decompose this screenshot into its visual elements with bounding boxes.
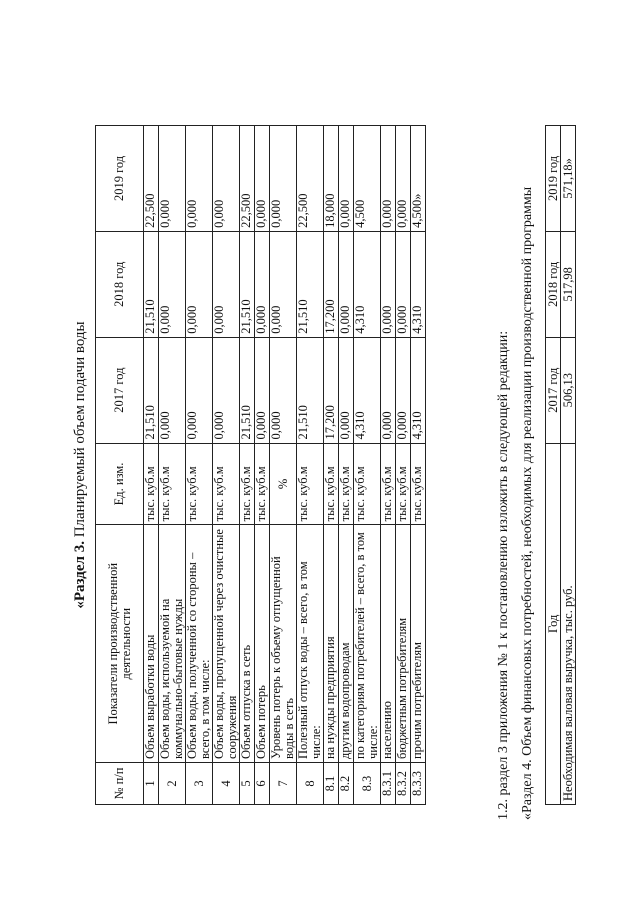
row-value-2019: 0,000 (213, 126, 240, 232)
row-value-2018: 0,000 (255, 231, 270, 337)
row-value-2018: 0,000 (186, 231, 213, 337)
row-value-2017: 0,000 (255, 337, 270, 443)
row-unit: тыс. куб.м (144, 443, 159, 525)
table-row (411, 126, 426, 805)
row-number: 8.3.1 (381, 763, 396, 805)
row-value-2019: 0,000 (186, 126, 213, 232)
row-number: 8.3.3 (411, 763, 426, 805)
table-row (255, 126, 270, 805)
row-unit: % (270, 443, 297, 525)
revenue-header-row (546, 126, 561, 805)
row-value-2019: 0,000 (396, 126, 411, 232)
section-3-title-rest: Планируемый объем подачи воды (72, 321, 88, 542)
header-2017: 2017 год (96, 337, 144, 443)
section-3-title-bold: «Раздел 3. (72, 541, 88, 609)
water-supply-table (95, 125, 426, 805)
header-2018: 2018 год (96, 231, 144, 337)
row-value-2019: 0,000 (159, 126, 186, 232)
row-unit: тыс. куб.м (186, 443, 213, 525)
row-value-2018: 21,510 (297, 231, 324, 337)
row-number: 7 (270, 763, 297, 805)
row-value-2018: 0,000 (213, 231, 240, 337)
row-indicator: Объем воды, полученной со стороны – всего, в том числе: (186, 525, 213, 763)
table-row (240, 126, 255, 805)
row-value-2017: 17,200 (324, 337, 339, 443)
table-row (324, 126, 339, 805)
row-unit: тыс. куб.м (324, 443, 339, 525)
row-value-2018: 0,000 (159, 231, 186, 337)
row-value-2018: 0,000 (270, 231, 297, 337)
row-indicator: Объем выработки воды (144, 525, 159, 763)
row-value-2017: 0,000 (213, 337, 240, 443)
row-number: 2 (159, 763, 186, 805)
revenue-row (561, 126, 576, 805)
row-number: 4 (213, 763, 240, 805)
row-value-2019: 22,500 (297, 126, 324, 232)
row-value-2018: 4,310 (354, 231, 381, 337)
row-number: 3 (186, 763, 213, 805)
row-number: 8.3 (354, 763, 381, 805)
table-row (339, 126, 354, 805)
table-row (159, 126, 186, 805)
row-value-2018: 4,310 (411, 231, 426, 337)
row-value-2018: 0,000 (339, 231, 354, 337)
header-2019: 2019 год (96, 126, 144, 232)
row-value-2019: 0,000 (339, 126, 354, 232)
paragraph-1-2: 1.2. раздел 3 приложения № 1 к постановлению изложить в следующей редакции: (496, 330, 511, 820)
table-row (396, 126, 411, 805)
table-row (297, 126, 324, 805)
row-unit: тыс. куб.м (354, 443, 381, 525)
row-indicator: на нужды предприятия (324, 525, 339, 763)
row-number: 1 (144, 763, 159, 805)
row-indicator: Полезный отпуск воды – всего, в том числе: (297, 525, 324, 763)
section-4-title: «Раздел 4. Объем финансовых потребностей, необходимых для реализации производственной программы (520, 186, 535, 820)
row-unit: тыс. куб.м (339, 443, 354, 525)
row-value-2017: 21,510 (240, 337, 255, 443)
row-value-2018: 0,000 (381, 231, 396, 337)
row-value-2017: 0,000 (339, 337, 354, 443)
revenue-table (545, 125, 576, 805)
row-indicator: населению (381, 525, 396, 763)
row-number: 8.2 (339, 763, 354, 805)
row-number: 5 (240, 763, 255, 805)
row-value-2018: 0,000 (396, 231, 411, 337)
row-value-2019: 18,000 (324, 126, 339, 232)
table-row (186, 126, 213, 805)
row-unit: тыс. куб.м (381, 443, 396, 525)
table-row (213, 126, 240, 805)
row-unit: тыс. куб.м (411, 443, 426, 525)
revenue-label: Необходимая валовая выручка, тыс. руб. (561, 443, 576, 804)
row-number: 8 (297, 763, 324, 805)
row-number: 6 (255, 763, 270, 805)
table-header-row (96, 126, 144, 805)
row-value-2019: 22,500 (240, 126, 255, 232)
row-value-2018: 21,510 (240, 231, 255, 337)
row-value-2019: 22,500 (144, 126, 159, 232)
row-value-2017: 4,310 (411, 337, 426, 443)
row-indicator: Объем воды, используемой на коммунально-бытовые нужды (159, 525, 186, 763)
row-unit: тыс. куб.м (297, 443, 324, 525)
row-value-2019: 0,000 (270, 126, 297, 232)
row-indicator: другим водопроводам (339, 525, 354, 763)
row-value-2019: 4,500» (411, 126, 426, 232)
row-value-2017: 4,310 (354, 337, 381, 443)
row-value-2017: 0,000 (381, 337, 396, 443)
revenue-2018: 517,98 (561, 231, 576, 337)
row-indicator: бюджетным потребителям (396, 525, 411, 763)
row-indicator: Объем воды, пропущенной через очистные сооружения (213, 525, 240, 763)
row-unit: тыс. куб.м (213, 443, 240, 525)
row-value-2017: 0,000 (270, 337, 297, 443)
revenue-header-year: Год (546, 443, 561, 804)
section-3-title (72, 125, 89, 805)
row-value-2018: 21,510 (144, 231, 159, 337)
row-indicator: Объем потерь (255, 525, 270, 763)
row-value-2017: 0,000 (186, 337, 213, 443)
row-unit: тыс. куб.м (159, 443, 186, 525)
revenue-header-2017: 2017 год (546, 337, 561, 443)
table-row (354, 126, 381, 805)
table-row (144, 126, 159, 805)
header-unit: Ед. изм. (96, 443, 144, 525)
row-indicator: по категориям потребителей – всего, в том числе: (354, 525, 381, 763)
row-value-2019: 4,500 (354, 126, 381, 232)
row-value-2019: 0,000 (381, 126, 396, 232)
row-number: 8.3.2 (396, 763, 411, 805)
revenue-2019: 571,18» (561, 126, 576, 232)
table-row (270, 126, 297, 805)
row-indicator: Объем отпуска в сеть (240, 525, 255, 763)
revenue-header-2018: 2018 год (546, 231, 561, 337)
row-unit: тыс. куб.м (240, 443, 255, 525)
row-value-2017: 0,000 (396, 337, 411, 443)
table-row (381, 126, 396, 805)
header-indicator: Показатели производственной деятельности (96, 525, 144, 763)
revenue-2017: 506,13 (561, 337, 576, 443)
row-value-2017: 21,510 (144, 337, 159, 443)
row-value-2019: 0,000 (255, 126, 270, 232)
row-unit: тыс. куб.м (396, 443, 411, 525)
header-number: № п/п (96, 763, 144, 805)
row-number: 8.1 (324, 763, 339, 805)
row-unit: тыс. куб.м (255, 443, 270, 525)
revenue-header-2019: 2019 год (546, 126, 561, 232)
row-value-2018: 17,200 (324, 231, 339, 337)
row-indicator: прочим потребителям (411, 525, 426, 763)
row-indicator: Уровень потерь к объему отпущенной воды в сеть (270, 525, 297, 763)
row-value-2017: 0,000 (159, 337, 186, 443)
row-value-2017: 21,510 (297, 337, 324, 443)
